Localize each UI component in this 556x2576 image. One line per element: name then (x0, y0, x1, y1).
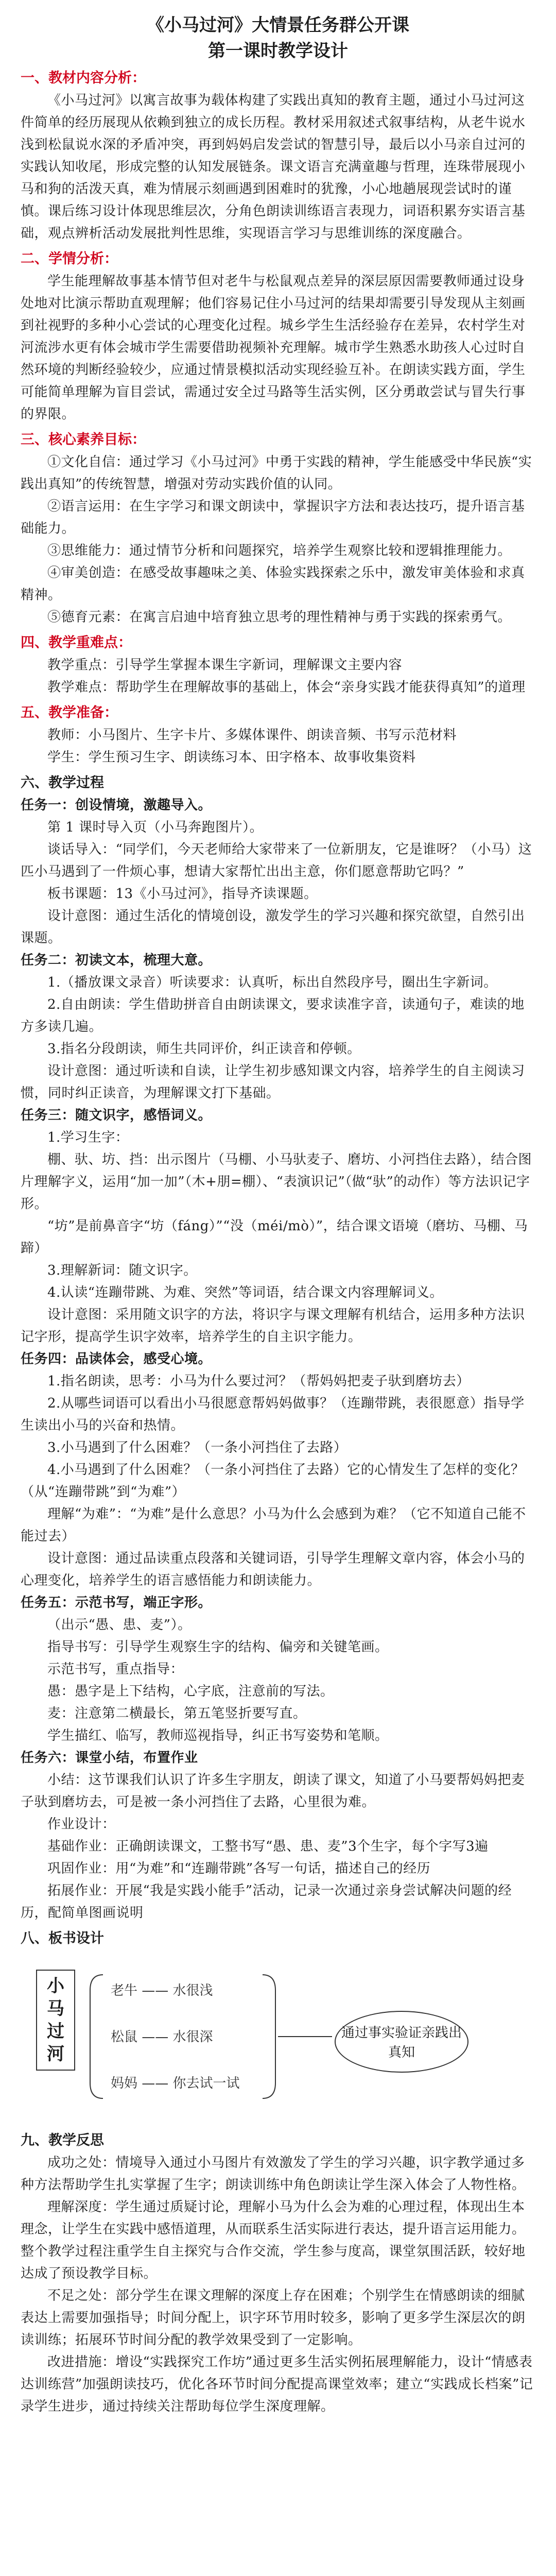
process-line: 设计意图：通过品读重点段落和关键词语，引导学生理解文章内容，体会小马的心理变化，培养学生的语言感悟能力和朗读能力。 (21, 1551, 525, 1588)
task-heading: 任务六：课堂小结，布置作业 (21, 1750, 198, 1766)
section-heading: 一、教材内容分析： (21, 70, 146, 86)
goal-item: ③思维能力：通过情节分析和问题探究，培养学生观察比较和逻辑推理能力。 (47, 543, 512, 558)
section-heading: 八、板书设计 (21, 1930, 104, 1946)
process-line: 谈话导入：“同学们，今天老师给大家带来了一位新朋友，它是谁呀？（小马）这匹小马遇到了一件烦心事，想请大家帮忙出出主意，你们愿意帮助它吗？” (21, 842, 532, 879)
process-line: 第 1 课时导入页（小马奔跑图片）。 (47, 820, 264, 835)
section-heading: 五、教学准备： (21, 705, 118, 721)
section-reflection (21, 2129, 535, 2418)
process-line: 棚、驮、坊、挡：出示图片（马棚、小马驮麦子、磨坊、小河挡住去路），结合图片理解字义，运用“加一加”（木+朋=棚）、“表演识记”（做“驮”的动作）等方法识记字形。 (21, 1152, 532, 1212)
process-line: 示范书写，重点指导： (47, 1662, 184, 1677)
process-line: 设计意图：通过听读和自读，让学生初步感知课文内容，培养学生的自主阅读习惯，同时纠正读音，为理解课文打下基础。 (21, 1063, 525, 1101)
key-point-item: 教学难点：帮助学生在理解故事的基础上，体会“亲身实践才能获得真知”的道理 (47, 680, 526, 695)
process-line: 指导书写：引导学生观察生字的结构、偏旁和关键笔画。 (47, 1639, 389, 1655)
process-line: 小结：这节课我们认识了许多生字朋友，朗读了课文，知道了小马要帮妈妈把麦子驮到磨坊去，可是被一条小河挡住了去路，心里很为难。 (21, 1772, 525, 1810)
process-line: 3.小马遇到了什么困难？（一条小河挡住了去路） (47, 1440, 348, 1455)
process-line: 愚：愚字是上下结构，心字底，注意前的写法。 (47, 1684, 334, 1699)
reflection-line: 理解深度：学生通过质疑讨论，理解小马为什么会为难的心理过程，体现出生本理念，让学生在实践中感悟道理，从而联系生活实际进行表达，提升语言运用能力。整个教学过程注重学生自主探究与合作交流，学生参与度高，课堂氛围活跃，较好地达成了预设教学目标。 (21, 2199, 526, 2281)
section-body: 《小马过河》以寓言故事为载体构建了实践出真知的教育主题，通过小马过河这件简单的经历展现从依赖到独立的成长历程。教材采用叙述式叙事结构，从老牛说水浅到松鼠说水深的矛盾冲突，再到妈妈启发尝试的智慧引导，最后以小马亲自过河的实践认知收尾，形成完整的认知发展链条。课文语言充满童趣与哲理，连珠带展现小马和狗的活泼天真，难为情展示刻画遇到困难时的犹豫，小心地趟展现尝试时的谨慎。课后练习设计体现思维层次，分角色朗读训练语言表现力，词语积累夯实语言基础，观点辨析活动发展批判性思维，实现语言学习与思维训练的深度融合。 (21, 93, 526, 241)
preparation-item: 学生：学生预习生字、朗读练习本、田字格本、故事收集资料 (47, 750, 416, 765)
board-title: 小马过河 (36, 1970, 75, 2071)
board-conclusion-oval: 通过事实验证亲践出真知 (335, 2011, 468, 2073)
document-subtitle: 第一课时教学设计 (208, 41, 348, 61)
process-line: 3.理解新词：随文识字。 (47, 1263, 197, 1278)
section-board-design (21, 1927, 535, 2124)
reflection-line: 成功之处：情境导入通过小马图片有效激发了学生的学习兴趣，识字教学通过多种方法帮助学生扎实掌握了生字；朗读训练中角色朗读让学生深入体会了人物性格。 (21, 2155, 526, 2193)
section-core-goals (21, 429, 535, 629)
goal-item: ⑤德育元素：在寓言启迪中培育独立思考的理性精神与勇于实践的探索勇气。 (47, 609, 512, 625)
process-line: 2.从哪些词语可以看出小马很愿意帮妈妈做事？（连蹦带跳，表很愿意）指导学生读出小马的兴奋和热情。 (21, 1396, 525, 1433)
section-body: 学生能理解故事基本情节但对老牛与松鼠观点差异的深层原因需要教师通过设身处地对比演示帮助直观理解；他们容易记住小马过河的结果却需要引导发现从主刻画到社视野的多种小心尝试的心理变化过程。城乡学生生活经验存在差异，农村学生对河流涉水更有体会城市学生需要借助视频补充理解。城市学生熟悉水助孩人心过时自然环境的判断经验较少，应通过情景模拟活动实现经验互补。在朗读实践方面，学生可能简单理解为盲目尝试，需通过安全过马路等生活实例，区分勇敢尝试与冒失行事的界限。 (21, 274, 526, 422)
reflection-line: 改进措施：增设“实践探究工作坊”通过更多生活实例拓展理解能力，设计“情感表达训练营”加强朗读技巧，优化各环节时间分配提高课堂效率；建立“实践成长档案”记录学生进步，通过持续关注帮助每位学生深度理解。 (21, 2354, 533, 2414)
section-content-analysis (21, 67, 535, 245)
task-heading: 任务一：创设情境，激趣导入。 (21, 798, 212, 813)
section-heading: 九、教学反思 (21, 2132, 104, 2148)
process-line: （出示“愚、患、麦”）。 (47, 1617, 192, 1633)
process-line: 巩固作业：用“为难”和“连蹦带跳”各写一句话，描述自己的经历 (47, 1861, 431, 1876)
process-line: 设计意图：采用随文识字的方法，将识字与课文理解有机结合，运用多种方法识记字形，提高学生识字效率，培养学生的自主识字能力。 (21, 1307, 525, 1345)
board-row: 老牛 —— 水很浅 (111, 1983, 213, 1998)
reflection-line: 不足之处：部分学生在课文理解的深度上存在困难；个别学生在情感朗读的细腻表达上需要加强指导；时间分配上，识字环节用时较多，影响了更多学生深层次的朗读训练；拓展环节时间分配的教学效果受到了一定影响。 (21, 2288, 526, 2348)
task-heading: 任务四：品读体会，感受心境。 (21, 1351, 212, 1367)
task-heading: 任务五：示范书写，端正字形。 (21, 1595, 212, 1611)
section-heading: 三、核心素养目标： (21, 432, 146, 448)
process-line: 1.指名朗读，思考：小马为什么要过河？（帮妈妈把麦子驮到磨坊去） (47, 1374, 470, 1389)
section-heading: 四、教学重难点： (21, 635, 132, 651)
process-line: 学生描红、临写，教师巡视指导，纠正书写姿势和笔顺。 (47, 1728, 389, 1743)
process-line: 理解“为难”：“为难”是什么意思？小马为什么会感到为难？（它不知道自己能不能过去） (21, 1506, 526, 1544)
section-heading: 二、学情分析： (21, 251, 118, 267)
process-line: 3.指名分段朗读，师生共同评价，纠正读音和停顿。 (47, 1041, 361, 1057)
task-heading: 任务三：随文识字，感悟词义。 (21, 1108, 212, 1123)
blackboard-diagram (21, 1954, 535, 2124)
process-line: 4.小马遇到了什么困难？（一条小河挡住了去路）它的心情发生了怎样的变化？（从“连蹦带跳”到“为难”） (21, 1462, 525, 1500)
board-row: 松鼠 —— 水很深 (111, 2029, 213, 2045)
section-key-points (21, 632, 535, 699)
section-preparation (21, 702, 535, 769)
section-learner-analysis (21, 248, 535, 426)
process-line: 2.自由朗读：学生借助拼音自由朗读课文，要求读准字音，读通句子，难读的地方多读几遍。 (21, 997, 525, 1035)
document-title: 《小马过河》大情景任务群公开课 (147, 15, 409, 36)
goal-item: ②语言运用：在生字学习和课文朗读中，掌握识字方法和表达技巧，提升语言基础能力。 (21, 499, 525, 536)
process-line: 作业设计： (47, 1817, 116, 1832)
process-line: 麦：注意第二横最长，第五笔竖折要写直。 (47, 1706, 307, 1721)
goal-item: ④审美创造：在感受故事趣味之美、体验实践探索之乐中，激发审美体验和求真精神。 (21, 565, 525, 603)
process-line: 基础作业：正确朗读课文，工整书写“愚、患、麦”3个生字，每个字写3遍 (47, 1839, 489, 1854)
task-heading: 任务二：初读文本，梳理大意。 (21, 953, 212, 968)
preparation-item: 教师：小马图片、生字卡片、多媒体课件、朗读音频、书写示范材料 (47, 727, 457, 743)
process-line: 板书课题：13《小马过河》，指导齐读课题。 (47, 886, 318, 902)
section-teaching-process (21, 772, 535, 1924)
process-line: “坊”是前鼻音字“坊（fáng）”“没（méi/mò）”，结合课文语境（磨坊、马棚、马蹄） (21, 1218, 528, 1256)
key-point-item: 教学重点：引导学生掌握本课生字新词，理解课文主要内容 (47, 657, 403, 673)
goal-item: ①文化自信：通过学习《小马过河》中勇于实践的精神，学生能感受中华民族“实践出真知”的传统智慧，增强对劳动实践价值的认同。 (21, 454, 532, 492)
process-line: 设计意图：通过生活化的情境创设，激发学生的学习兴趣和探究欲望，自然引出课题。 (21, 908, 525, 946)
process-line: 拓展作业：开展“我是实践小能手”活动，记录一次通过亲身尝试解决问题的经历，配简单图画说明 (21, 1883, 512, 1921)
process-line: 4.认读“连蹦带跳、为难、突然”等词语，结合课文内容理解词义。 (47, 1285, 443, 1300)
process-line: 1.（播放课文录音）听读要求：认真听，标出自然段序号，圈出生字新词。 (47, 975, 497, 990)
section-heading: 六、教学过程 (21, 775, 104, 791)
process-line: 1.学习生字： (47, 1130, 129, 1145)
board-row: 妈妈 —— 你去试一试 (111, 2076, 240, 2091)
